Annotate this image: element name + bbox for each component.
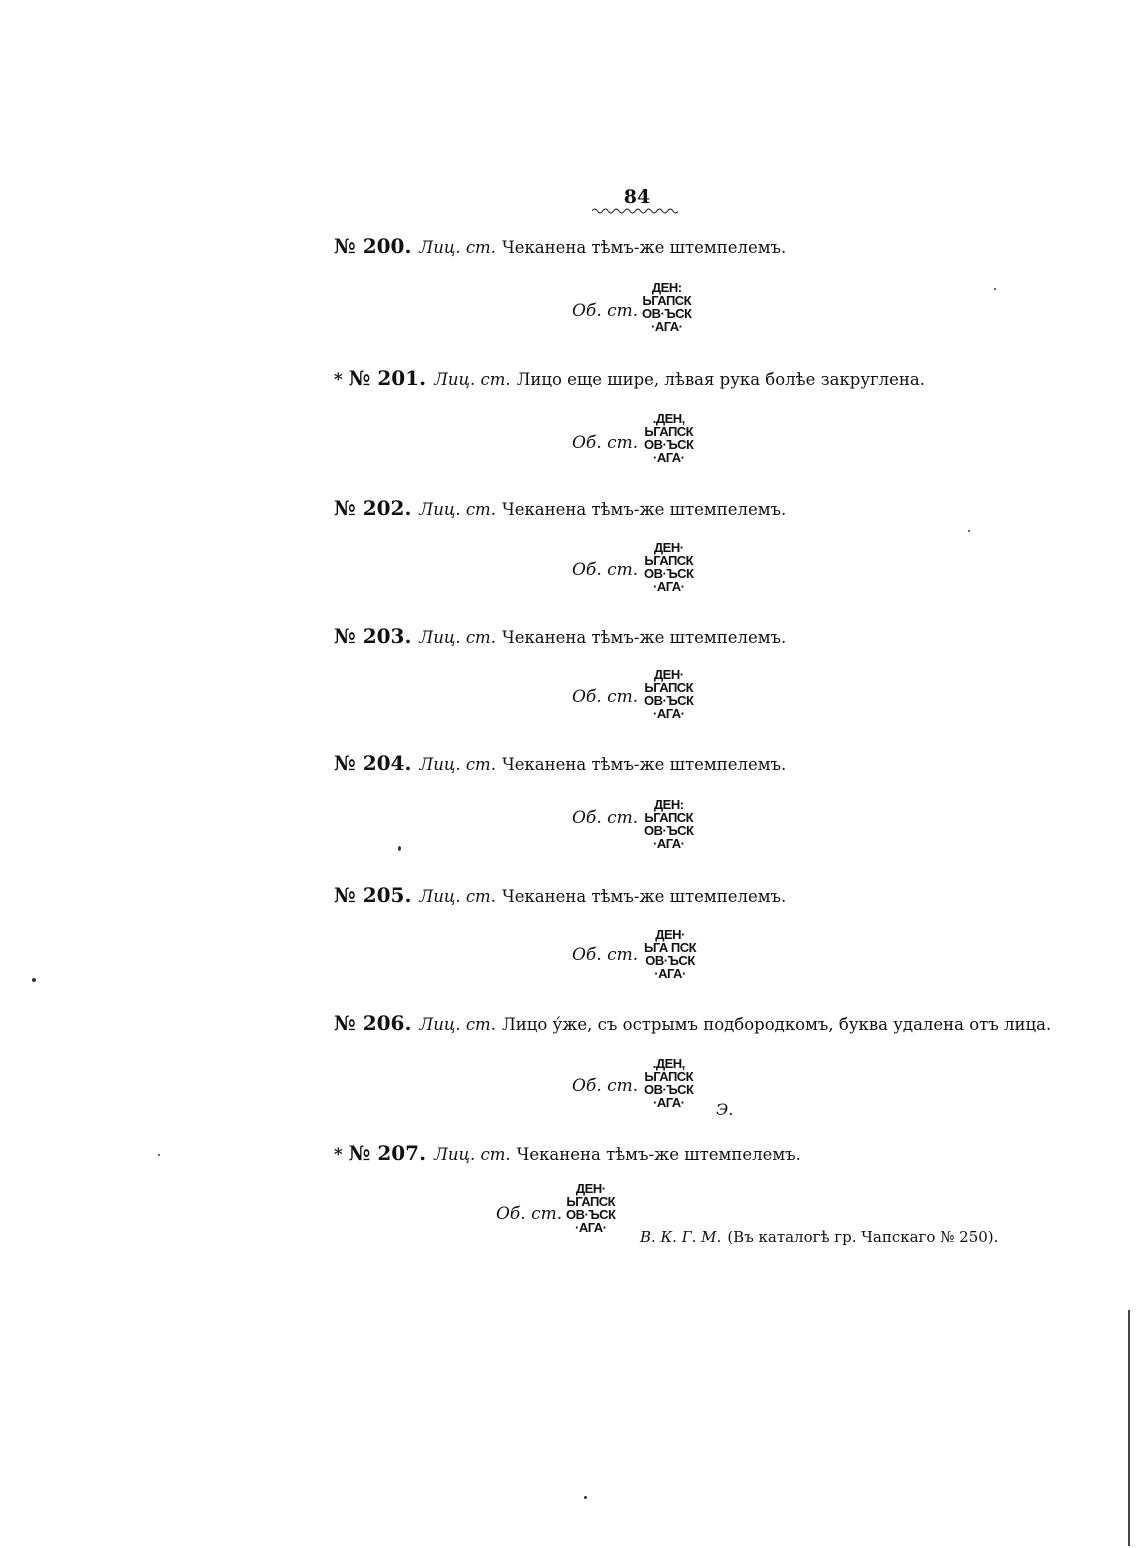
legend-line: ЬГАПСК <box>566 1194 616 1209</box>
star-mark: * <box>334 370 343 389</box>
legend-line: ОВ·ЪСК <box>645 953 695 968</box>
collection-abbr: В. К. Г. М. <box>640 1228 722 1246</box>
entry-203 <box>334 624 786 648</box>
legend-line: ДЕН· <box>575 1181 606 1196</box>
reverse-label: Об. ст. <box>572 945 639 965</box>
legend-line: ОВ·ЪСК <box>644 437 694 452</box>
reverse-label: Об. ст. <box>572 433 639 453</box>
reverse-label: Об. ст. <box>496 1204 563 1224</box>
legend-line: ·АГА· <box>574 1220 607 1235</box>
legend-line: ОВ·ЪСК <box>644 566 694 581</box>
entry-text: Лицо еще шире, лѣвая рука болѣе закруглена. <box>516 370 925 389</box>
legend-line: .ДЕН, <box>652 411 685 426</box>
entry-205 <box>334 883 786 907</box>
obverse-label: Лиц. ст. <box>419 628 496 647</box>
legend-line: ·АГА· <box>652 1095 685 1110</box>
legend-line: ОВ·ЪСК <box>644 693 694 708</box>
scan-speck <box>584 1496 587 1499</box>
scan-speck <box>158 1154 160 1156</box>
reverse-label: Об. ст. <box>572 808 639 828</box>
entry-202 <box>334 496 786 520</box>
obverse-label: Лиц. ст. <box>434 1145 511 1164</box>
coin-legend <box>642 281 691 333</box>
scan-edge-line <box>1128 1310 1130 1546</box>
entry-text: Лицо у́же, съ острымъ подбородкомъ, буква удалена отъ лица. <box>501 1015 1052 1034</box>
entry-number: № 205. <box>334 883 412 907</box>
page-number: 84 <box>623 186 651 208</box>
legend-line: ОВ·ЪСК <box>644 823 694 838</box>
legend-line: ЬГАПСК <box>644 680 694 695</box>
coin-legend <box>644 541 693 593</box>
legend-line: ОВ·ЪСК <box>566 1207 616 1222</box>
entry-text: Чеканена тѣмъ-же штемпелемъ. <box>501 238 787 257</box>
entry-number: № 207. <box>348 1141 427 1165</box>
legend-line: ·АГА· <box>650 319 683 334</box>
obverse-label: Лиц. ст. <box>419 500 496 519</box>
entry-text: Чеканена тѣмъ-же штемпелемъ. <box>501 628 787 647</box>
mark-letter: Э. <box>716 1100 734 1119</box>
entry-207 <box>334 1141 801 1165</box>
legend-line: ДЕН: <box>651 280 682 295</box>
scan-speck <box>968 530 970 532</box>
legend-line: ·АГА· <box>652 450 685 465</box>
legend-line: ОВ·ЪСК <box>644 1082 694 1097</box>
entry-204 <box>334 751 786 775</box>
coin-legend <box>644 798 693 850</box>
legend-line: ОВ·ЪСК <box>642 306 692 321</box>
entry-number: № 204. <box>334 751 412 775</box>
entry-text: Чеканена тѣмъ-же штемпелемъ. <box>501 755 787 774</box>
reverse-label: Об. ст. <box>572 301 639 321</box>
entry-number: № 203. <box>334 624 412 648</box>
entry-206 <box>334 1011 1051 1035</box>
scan-speck <box>398 846 401 851</box>
legend-line: ДЕН: <box>653 797 684 812</box>
entry-text: Чеканена тѣмъ-же штемпелемъ. <box>501 887 787 906</box>
legend-line: ДЕН· <box>655 927 685 942</box>
legend-line: ·АГА· <box>652 579 685 594</box>
scan-speck <box>32 978 36 982</box>
wavy-rule <box>592 206 678 216</box>
legend-line: ·АГА· <box>652 836 685 851</box>
coin-legend <box>644 928 696 980</box>
obverse-label: Лиц. ст. <box>419 887 496 906</box>
coin-legend <box>566 1182 615 1234</box>
entry-text: Чеканена тѣмъ-же штемпелемъ. <box>516 1145 801 1164</box>
reverse-label: Об. ст. <box>572 560 639 580</box>
coin-legend <box>644 1057 693 1109</box>
obverse-label: Лиц. ст. <box>419 238 496 257</box>
legend-line: .ДЕН, <box>652 1056 685 1071</box>
scan-speck <box>994 288 996 290</box>
legend-line: ЬГА ПСК <box>644 940 697 955</box>
legend-line: ДЕН· <box>653 540 684 555</box>
reverse-label: Об. ст. <box>572 687 639 707</box>
coin-legend <box>644 668 693 720</box>
star-mark: * <box>334 1145 343 1164</box>
entry-number: № 200. <box>334 234 412 258</box>
legend-line: ЬГАПСК <box>644 810 694 825</box>
catalog-reference: (Въ каталогѣ гр. Чапскаго № 250). <box>727 1228 999 1246</box>
legend-line: ЬГАПСК <box>642 293 692 308</box>
entry-number: № 202. <box>334 496 412 520</box>
entry-number: № 201. <box>348 366 427 390</box>
entry-text: Чеканена тѣмъ-же штемпелемъ. <box>501 500 787 519</box>
entry-201 <box>334 366 925 390</box>
entry-200 <box>334 234 786 258</box>
obverse-label: Лиц. ст. <box>434 370 511 389</box>
coin-legend <box>644 412 693 464</box>
legend-line: ·АГА· <box>654 966 686 981</box>
legend-line: ЬГАПСК <box>644 553 694 568</box>
obverse-label: Лиц. ст. <box>419 1015 496 1034</box>
entry-number: № 206. <box>334 1011 412 1035</box>
catalog-note <box>640 1228 998 1246</box>
legend-line: ЬГАПСК <box>644 1069 694 1084</box>
reverse-label: Об. ст. <box>572 1076 639 1096</box>
legend-line: ЬГАПСК <box>644 424 694 439</box>
obverse-label: Лиц. ст. <box>419 755 496 774</box>
legend-line: ·АГА· <box>652 706 685 721</box>
legend-line: ДЕН· <box>653 667 684 682</box>
